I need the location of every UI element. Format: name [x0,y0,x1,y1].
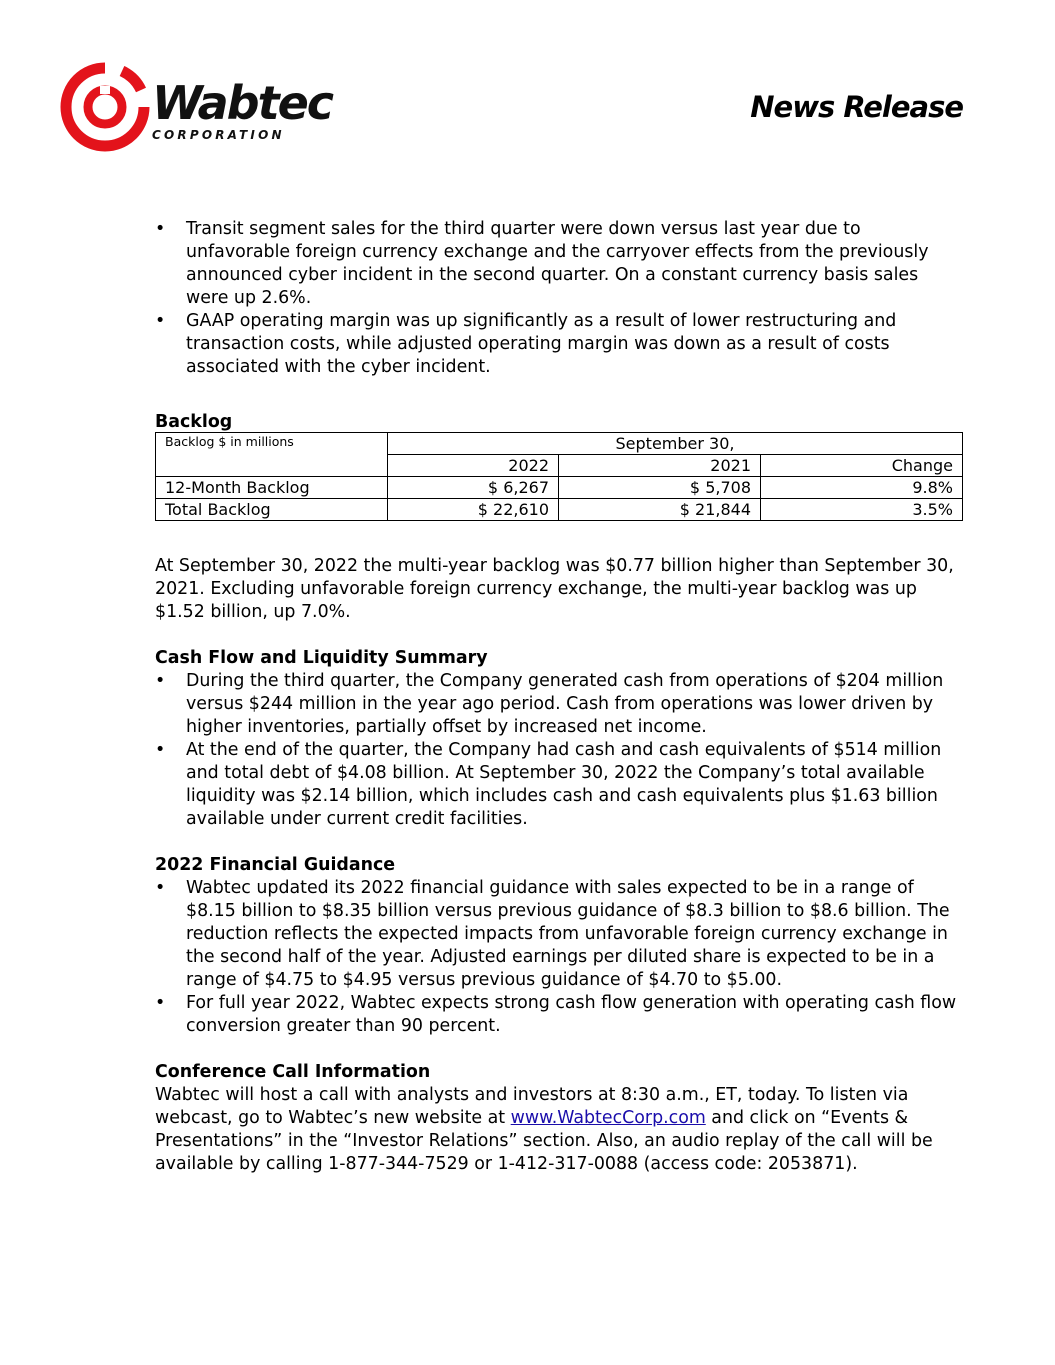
intro-bullet-list [155,218,963,379]
table-row [156,499,963,521]
table-row [156,477,963,499]
column-header: 2021 [559,455,761,477]
logo-subtitle: CORPORATION [152,128,285,142]
column-header: Change [761,455,963,477]
list-item: • Wabtec updated its 2022 financial guidance with sales expected to be in a range of $8.15 billion to $8.35 billion versus previous guidance of $8.3 billion to $8.6 billion. The reduction reflects the expected impacts from unfavorable foreign currency exchange in the second half of the year. Adjusted earnings per diluted share is expected to be in a range of $4.75 to $4.95 versus previous guidance of $4.70 to $5.00. [155,877,963,992]
backlog-paragraph: At September 30, 2022 the multi-year backlog was $0.77 billion higher than September 30, 2021. Excluding unfavorable foreign currency exchange, the multi-year backlog was up $1.52 billion, up 7.0%. [155,556,954,622]
row-label: 12-Month Backlog [156,477,388,499]
backlog-table [155,432,963,521]
document-body [155,218,963,1176]
cash-flow-heading: Cash Flow and Liquidity Summary [155,648,488,668]
table-group-header: September 30, [388,433,963,455]
conference-paragraph [155,1084,963,1176]
list-item: • GAAP operating margin was up significantly as a result of lower restructuring and transaction costs, while adjusted operating margin was down as a result of costs associated with the cyber incident. [155,310,963,379]
page-title: News Release [750,90,963,124]
website-link[interactable]: www.WabtecCorp.com [510,1108,706,1128]
guidance-heading: 2022 Financial Guidance [155,855,396,875]
column-header: 2022 [388,455,559,477]
guidance-bullet-list [155,877,963,1038]
table-cell: 3.5% [761,499,963,521]
list-item: • Transit segment sales for the third quarter were down versus last year due to unfavorable foreign currency exchange and the carryover effects from the previously announced cyber incident in the second quarter. On a constant currency basis sales were up 2.6%. [155,218,963,310]
table-header-row [156,433,963,455]
row-label: Total Backlog [156,499,388,521]
backlog-heading: Backlog [155,412,233,432]
table-corner-label: Backlog $ in millions [156,433,388,477]
conference-heading: Conference Call Information [155,1062,431,1082]
list-item: • At the end of the quarter, the Company had cash and cash equivalents of $514 million and total debt of $4.08 billion. At September 30, 2022 the Company’s total available liquidity was $2.14 billion, which includes cash and cash equivalents plus $1.63 billion available under current credit facilities. [155,739,963,831]
list-item: • For full year 2022, Wabtec expects strong cash flow generation with operating cash flow conversion greater than 90 percent. [155,992,963,1038]
table-cell: 9.8% [761,477,963,499]
cash-flow-bullet-list [155,670,963,831]
table-cell: $ 6,267 [388,477,559,499]
conference-text-after: and click on “Events & Presentations” in the “Investor Relations” section. Also, an audio replay of the call will be available by calling 1-877-344-7529 or 1-412-317-0088 (access code: 2053871). [155,1108,933,1174]
list-item: • During the third quarter, the Company generated cash from operations of $204 million versus $244 million in the year ago period. Cash from operations was lower driven by higher inventories, partially offset by increased net income. [155,670,963,739]
table-cell: $ 22,610 [388,499,559,521]
table-cell: $ 21,844 [559,499,761,521]
wabtec-emblem-icon [60,62,150,152]
table-cell: $ 5,708 [559,477,761,499]
company-logo [60,62,333,152]
conference-text-before: Wabtec will host a call with analysts and investors at 8:30 a.m., ET, today. To listen via webcast, go to Wabtec’s new website at [155,1085,909,1128]
logo-wordmark: Wabtec [152,76,333,130]
